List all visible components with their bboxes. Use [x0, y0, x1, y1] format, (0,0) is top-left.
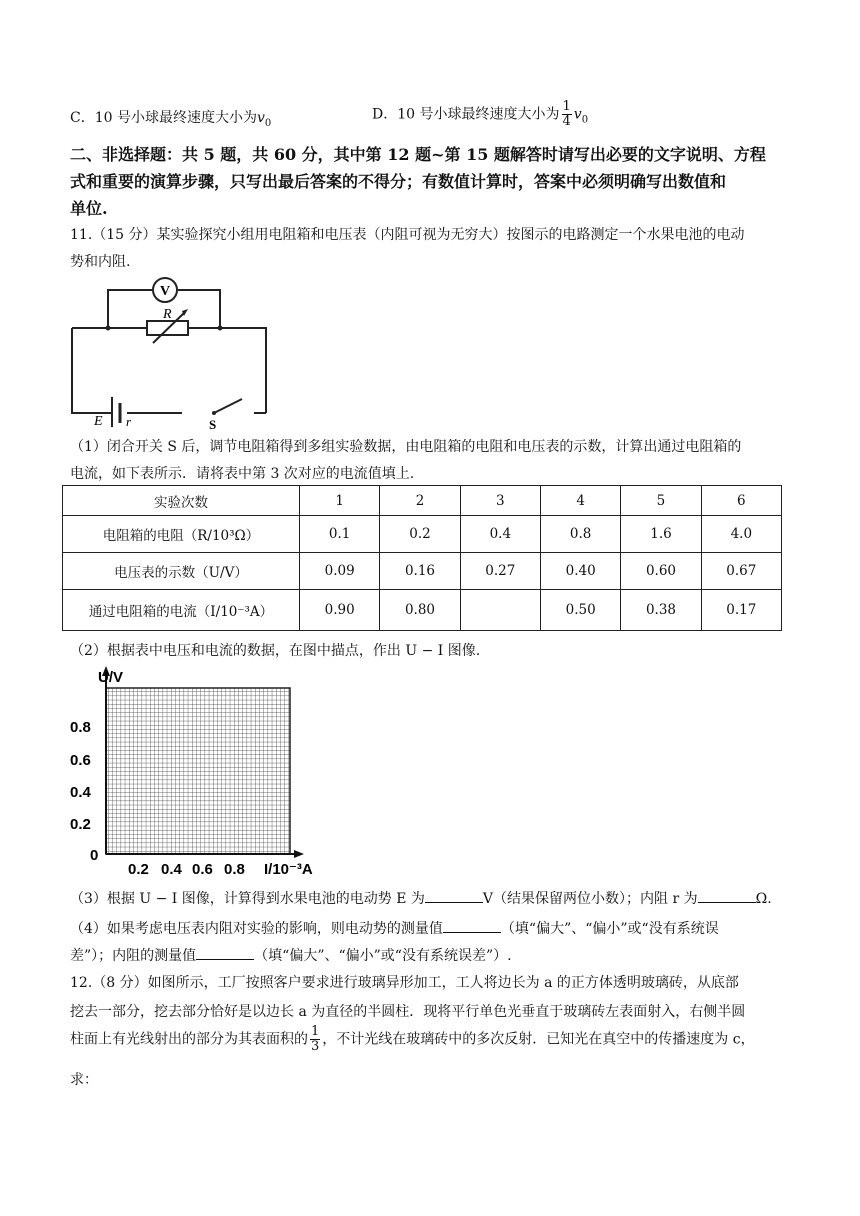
option-c: [70, 108, 271, 134]
option-d-fraction: $\frac{1}{4}$: [562, 99, 571, 129]
table-cell: 0.67: [701, 553, 781, 590]
section2-line1: 二、非选择题：共 5 题，共 60 分，其中第 12 题~第 15 题解答时请写出必要的文字说明、方程: [70, 145, 766, 164]
graph-y-label: U/V: [98, 669, 124, 686]
table-row-label: 通过电阻箱的电流（I/10⁻³A）: [63, 590, 300, 631]
table-cell: 0.4: [460, 516, 540, 553]
table-cell: 0.27: [460, 553, 540, 590]
q11-part1-line2: 电流，如下表所示．请将表中第 3 次对应的电流值填上.: [70, 466, 415, 482]
table-row-resistance: [63, 516, 782, 553]
voltmeter-label: V: [159, 284, 171, 299]
q12-line3-text-a: 柱面上有光线射出的部分为其表面积的: [70, 1031, 308, 1048]
q11-part3-text-a: （3）根据 U − I 图像，计算得到水果电池的电动势 E 为: [70, 891, 425, 907]
y-tick: 0.6: [70, 752, 91, 769]
table-cell: 1.6: [621, 516, 701, 553]
section2-line3: 单位.: [70, 199, 108, 218]
x-tick: 0.4: [161, 861, 182, 878]
q11-part4-line2: [70, 945, 512, 966]
option-c-label: C．10 号小球最终速度大小为: [70, 110, 257, 126]
table-cell: 0.80: [380, 590, 460, 631]
table-cell: 0.90: [300, 590, 380, 631]
ui-graph: [66, 662, 326, 880]
q12-line4: 求：: [70, 1072, 98, 1088]
emf-label: E: [94, 414, 103, 429]
internal-r-label: r: [126, 414, 132, 429]
y-tick: 0.4: [70, 784, 91, 801]
graph-x-label: I/10⁻³A: [264, 861, 313, 878]
q12-line2: 挖去一部分，挖去部分恰好是以边长 a 为直径的半圆柱．现将平行单色光垂直于玻璃砖左表面射入，右侧半圆: [70, 1004, 746, 1020]
table-trial-1: 1: [300, 486, 380, 516]
table-trial-5: 5: [621, 486, 701, 516]
q12-fraction: $\frac{1}{3}$: [311, 1024, 320, 1054]
table-cell: 0.38: [621, 590, 701, 631]
table-trial-3: 3: [460, 486, 540, 516]
y-tick: 0.2: [70, 816, 91, 833]
data-table: [62, 485, 782, 631]
q12-line3: [70, 1025, 755, 1054]
table-row-label: 电阻箱的电阻（R/10³Ω）: [63, 516, 300, 553]
table-cell: 0.09: [300, 553, 380, 590]
table-cell: 0.40: [540, 553, 620, 590]
table-row-voltage: [63, 553, 782, 590]
emf-answer-blank[interactable]: [425, 888, 483, 903]
option-d-var: v: [573, 106, 582, 123]
q11-line1: 11.（15 分）某实验探究小组用电阻箱和电压表（内阻可视为无穷大）按图示的电路测定一个水果电池的电动: [70, 227, 745, 243]
table-cell: 0.17: [701, 590, 781, 631]
q11-part3-text-b: V（结果保留两位小数）；内阻 r 为: [482, 891, 698, 907]
switch-label: S: [209, 417, 217, 432]
option-d-sub: 0: [581, 114, 589, 126]
q11-part2: （2）根据表中电压和电流的数据，在图中描点，作出 U − I 图像.: [70, 643, 481, 659]
q12-line3-text-b: ，不计光线在玻璃砖中的多次反射．已知光在真空中的传播速度为 c，: [322, 1031, 755, 1048]
table-cell-blank[interactable]: [460, 590, 540, 631]
table-cell: 0.50: [540, 590, 620, 631]
option-d-label: D．10 号小球最终速度大小为: [372, 106, 560, 123]
table-cell: 4.0: [701, 516, 781, 553]
x-tick: 0.2: [128, 861, 149, 878]
table-header-row: [63, 486, 782, 516]
x-tick: 0.8: [224, 861, 245, 878]
table-row-label: 电压表的示数（U/V）: [63, 553, 300, 590]
q11-part4-text-c: 差”）；内阻的测量值: [70, 948, 197, 964]
q11-part4-text-d: （填“偏大”、“偏小”或“没有系统误差”）.: [254, 948, 512, 964]
table-cell: 0.2: [380, 516, 460, 553]
resistor-label: R: [163, 307, 172, 322]
table-cell: 0.1: [300, 516, 380, 553]
emf-bias-blank[interactable]: [443, 918, 501, 933]
q12-line1: 12.（8 分）如图所示，工厂按照客户要求进行玻璃异形加工，工人将边长为 a 的正方体透明玻璃砖，从底部: [70, 975, 739, 991]
table-trial-4: 4: [540, 486, 620, 516]
option-d: [372, 100, 588, 129]
option-c-var: v: [256, 110, 265, 126]
x-tick: 0.6: [192, 861, 213, 878]
y-tick: 0: [90, 847, 99, 864]
option-c-sub: 0: [264, 117, 272, 129]
internal-r-answer-blank[interactable]: [698, 888, 756, 903]
q11-part4-text-a: （4）如果考虑电压表内阻对实验的影响，则电动势的测量值: [70, 921, 443, 937]
q11-part1-line1: （1）闭合开关 S 后，调节电阻箱得到多组实验数据，由电阻箱的电阻和电压表的示数，计算出通过电阻箱的: [70, 439, 742, 455]
q11-part4-text-b: （填“偏大”、“偏小”或“没有系统误: [500, 921, 719, 937]
table-trial-2: 2: [380, 486, 460, 516]
table-cell: 0.60: [621, 553, 701, 590]
table-cell: 0.16: [380, 553, 460, 590]
q11-line2: 势和内阻.: [70, 254, 131, 270]
q11-part3: [70, 888, 772, 909]
table-cell: 0.8: [540, 516, 620, 553]
graph-grid[interactable]: [106, 688, 290, 854]
q11-part3-text-c: Ω.: [755, 891, 772, 907]
section2-line2: 式和重要的演算步骤，只写出最后答案的不得分；有数值计算时，答案中必须明确写出数值和: [70, 172, 727, 191]
table-row-current: [63, 590, 782, 631]
circuit-diagram: [64, 275, 274, 433]
table-header-label: 实验次数: [63, 486, 300, 516]
table-trial-6: 6: [701, 486, 781, 516]
r-bias-blank[interactable]: [196, 945, 254, 960]
y-tick: 0.8: [70, 719, 91, 736]
q11-part4-line1: [70, 918, 719, 939]
